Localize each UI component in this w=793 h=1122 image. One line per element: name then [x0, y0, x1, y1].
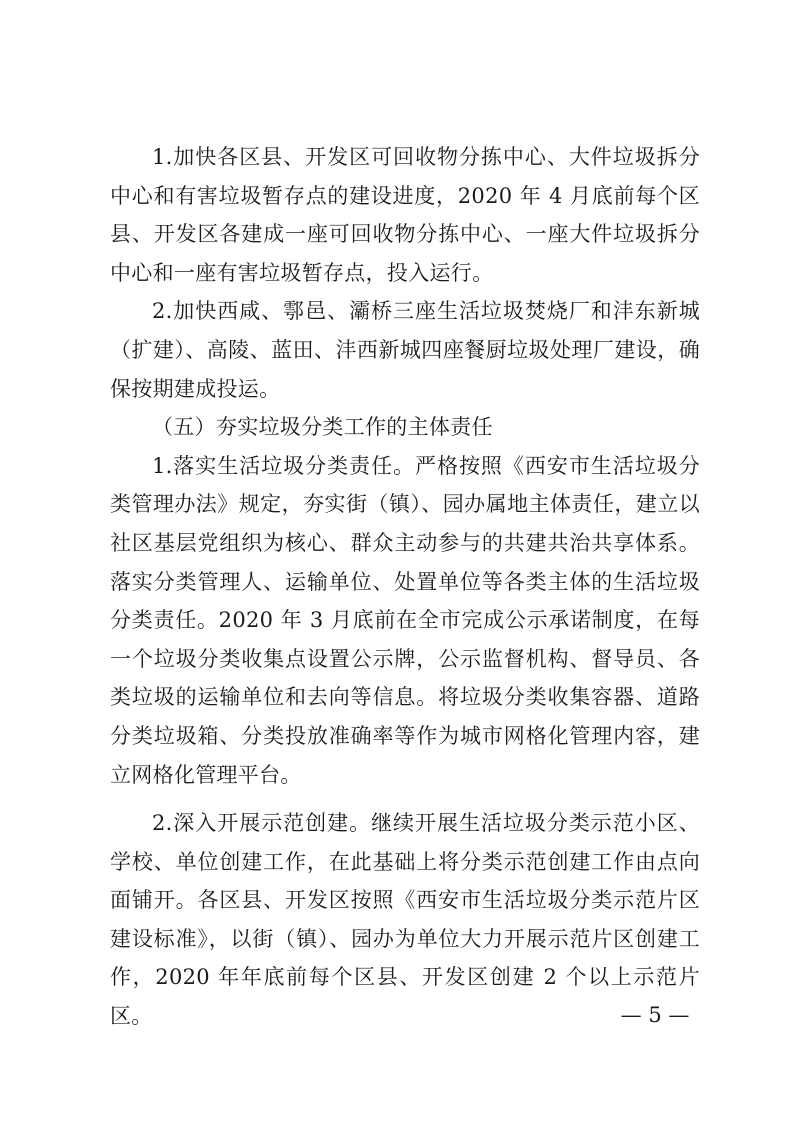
paragraph-demonstration: 2.深入开展示范创建。继续开展生活垃圾分类示范小区、学校、单位创建工作，在此基础上将分类示范创建工作由点向面铺开。各区县、开发区按照《西安市生活垃圾分类示范片区建设标准》，以街（镇）、园办为单位大力开展示范片区创建工作，2020 年年底前每个区县、开发区创建 2 个以上示范片区。: [110, 811, 700, 1029]
paragraph-responsibility: 1.落实生活垃圾分类责任。严格按照《西安市生活垃圾分类管理办法》规定，夯实街（镇）、园办属地主体责任，建立以社区基层党组织为核心、群众主动参与的共建共治共享体系。落实分类管理人、运输单位、处置单位等各类主体的生活垃圾分类责任。2020 年 3 月底前在全市完成公示承诺制度，在每一个垃圾分类收集点设置公示牌，公示监督机构、督导员、各类垃圾的运输单位和去向等信息。将垃圾分类收集容器、道路分类垃圾箱、分类投放准确率等作为城市网格化管理内容，建立网格化管理平台。: [110, 453, 700, 787]
paragraph-incineration-plants: 2.加快西咸、鄠邑、灞桥三座生活垃圾焚烧厂和沣东新城（扩建）、高陵、蓝田、沣西新城四座餐厨垃圾处理厂建设，确保按期建成投运。: [110, 299, 700, 401]
document-body: [110, 138, 700, 1036]
paragraph-collection-centers: 1.加快各区县、开发区可回收物分拣中心、大件垃圾拆分中心和有害垃圾暂存点的建设进度，2020 年 4 月底前每个区县、开发区各建成一座可回收物分拣中心、一座大件垃圾拆分中心和一座有害垃圾暂存点，投入运行。: [110, 145, 700, 285]
page-number: — 5 —: [620, 1003, 690, 1027]
section-heading: （五）夯实垃圾分类工作的主体责任: [152, 415, 493, 440]
